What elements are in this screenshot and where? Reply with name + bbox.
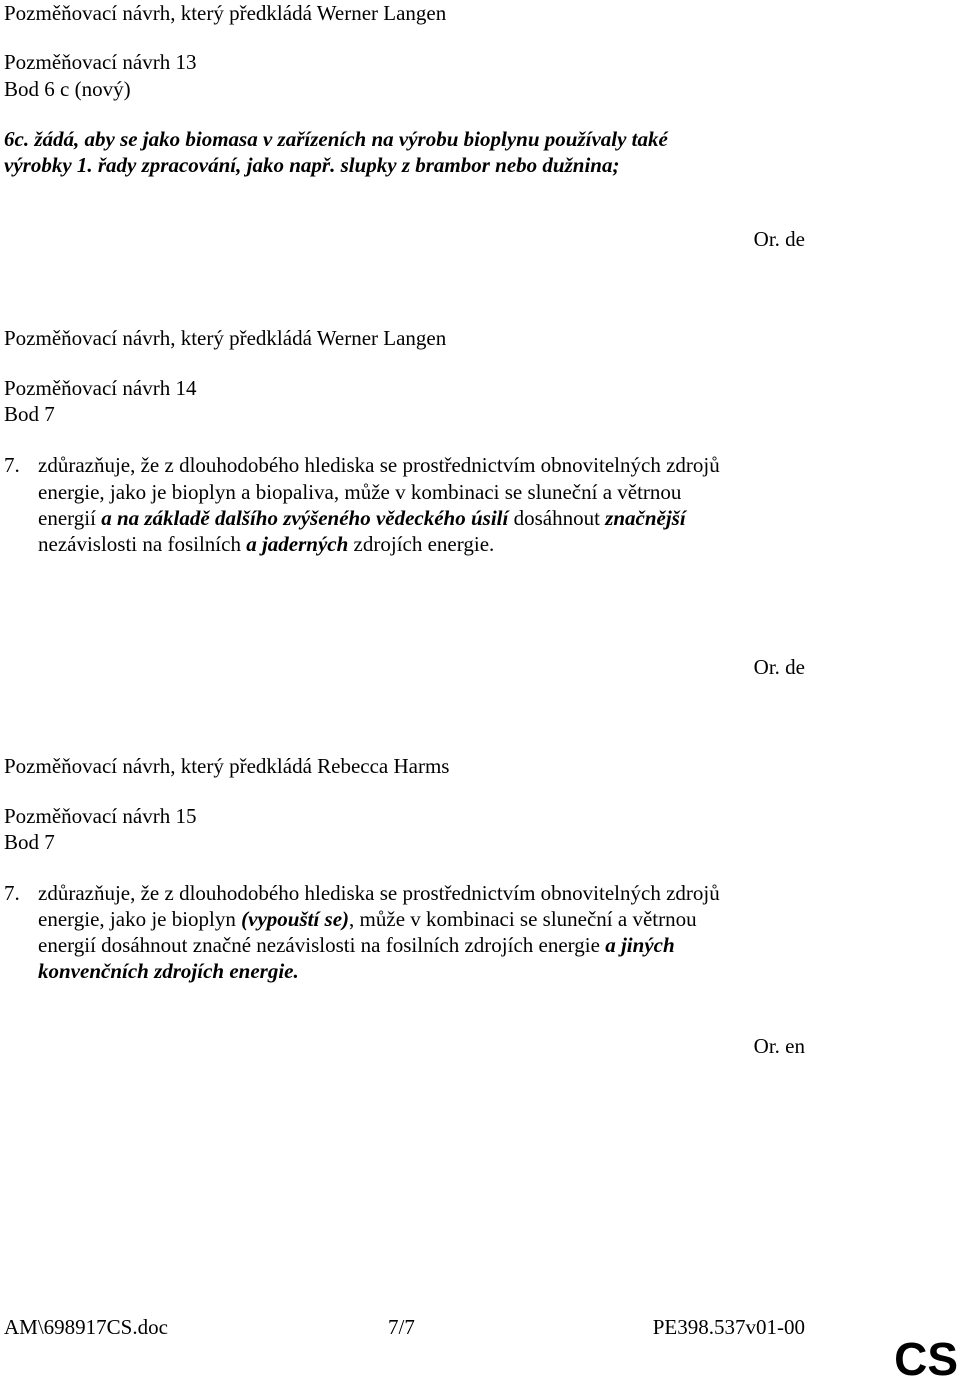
inserted-text: a jaderných [246,532,349,556]
text-run: nezávislosti na fosilních [38,532,247,556]
amendment-13-text-line-1: 6c. žádá, aby se jako biomasa v zařízeních na výrobu bioplynu používaly také [4,127,668,151]
text-run: zdrojích energie. [348,532,495,556]
footer-pe-ref: PE398.537v01-00 [652,1315,805,1339]
amendment-14-line-4 [38,531,494,557]
amendment-14-point: Bod 7 [4,402,55,426]
amendment-15-number: Pozměňovací návrh 15 [4,804,197,828]
amendment-15-line-2 [38,906,697,932]
text-run: dosáhnout [508,506,606,530]
text-run: energií [38,506,102,530]
amendment-14-number: Pozměňovací návrh 14 [4,376,197,400]
amendment-13-number: Pozměňovací návrh 13 [4,50,197,74]
amendment-14-line-1: zdůrazňuje, že z dlouhodobého hlediska se prostřednictvím obnovitelných zdrojů [38,453,720,477]
inserted-text: konvenčních zdrojích energie. [38,959,299,983]
amendment-15-origin: Or. en [753,1034,805,1058]
amendment-13-origin: Or. de [753,227,805,251]
inserted-text: značnější [605,506,686,530]
inserted-text: a na základě dalšího zvýšeného vědeckého úsilí [101,506,509,530]
amendment-15-line-3 [38,932,675,958]
amendment-14-item-number: 7. [4,453,20,477]
amendment-15-point: Bod 7 [4,830,55,854]
amendment-14-line-3 [38,505,686,531]
footer-page-number: 7/7 [388,1315,415,1339]
amendment-15-item-number: 7. [4,881,20,905]
text-run: energií dosáhnout značné nezávislosti na fosilních zdrojích energie [38,933,606,957]
deleted-marker: (vypouští se) [241,907,350,931]
amendment-13-author: Pozměňovací návrh, který předkládá Werner Langen [4,1,447,25]
amendment-14-line-2: energie, jako je bioplyn a biopaliva, může v kombinaci se sluneční a větrnou [38,480,682,504]
amendment-15-line-4 [38,958,299,984]
amendment-15-author: Pozměňovací návrh, který předkládá Rebecca Harms [4,754,450,778]
language-mark: CS [894,1333,958,1385]
text-run: energie, jako je bioplyn [38,907,242,931]
text-run: , může v kombinaci se sluneční a větrnou [349,907,697,931]
amendment-13-point: Bod 6 c (nový) [4,77,131,101]
amendment-15-line-1: zdůrazňuje, že z dlouhodobého hlediska se prostřednictvím obnovitelných zdrojů [38,881,720,905]
amendment-14-author: Pozměňovací návrh, který předkládá Werner Langen [4,326,447,350]
footer-doc-ref: AM\698917CS.doc [4,1315,168,1339]
inserted-text: a jiných [605,933,675,957]
amendment-13-text-line-2: výrobky 1. řady zpracování, jako např. slupky z brambor nebo dužnina; [4,153,620,177]
amendment-14-origin: Or. de [753,655,805,679]
